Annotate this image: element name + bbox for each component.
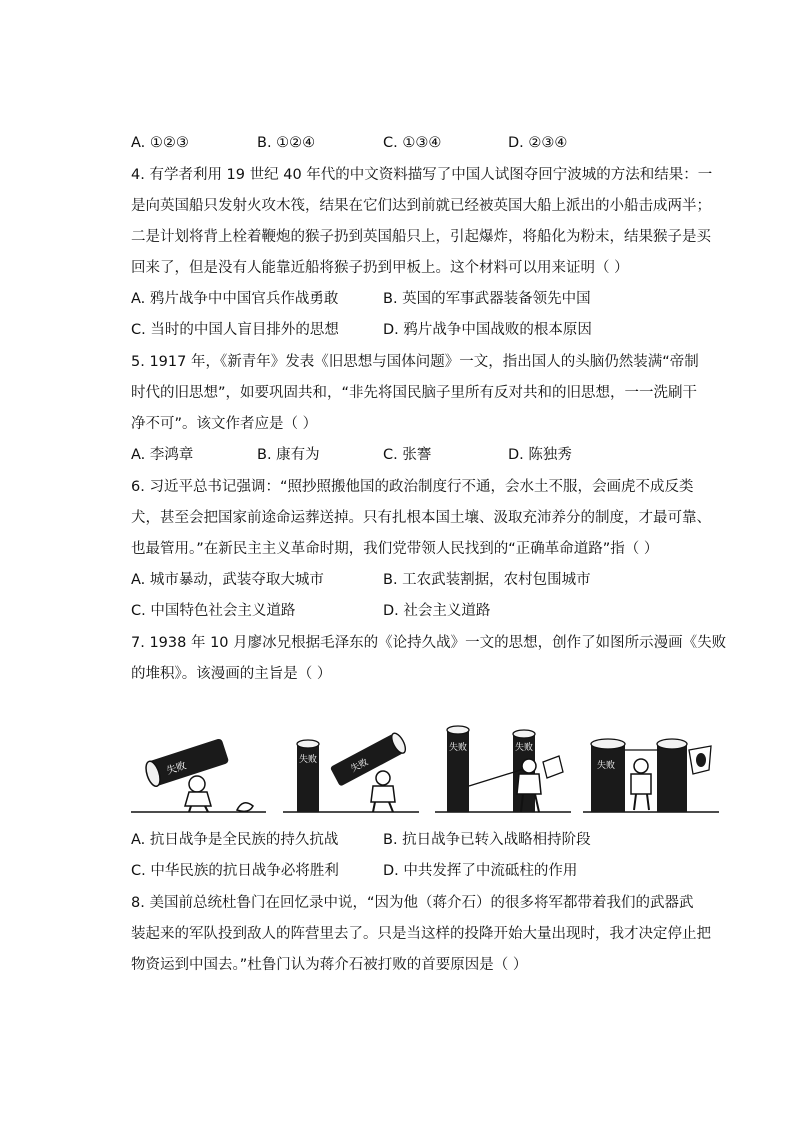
q6-stem-line-2: 犬，甚至会把国家前途命运葬送掉。只有扎根本国土壤、汲取充沛养分的制度，才最可靠、 [131, 510, 711, 526]
comic-panel-1 [131, 738, 266, 812]
comic-strip-image [131, 722, 719, 818]
q7-option-c[interactable]: C. 中华民族的抗日战争必将胜利 [131, 863, 339, 879]
q4-stem-line-2: 是向英国船只发射火攻木筏，结果在它们达到前就已经被英国大船上派出的小船击成两半； [131, 198, 711, 214]
q6-option-b[interactable]: B. 工农武装割据，农村包围城市 [383, 572, 591, 588]
q6-option-c[interactable]: C. 中国特色社会主义道路 [131, 603, 296, 619]
q4-option-a[interactable]: A. 鸦片战争中中国官兵作战勇敢 [131, 291, 339, 307]
q5-stem-line-3: 净不可”。该文作者应是（ ） [131, 416, 318, 432]
q5-option-b[interactable]: B. 康有为 [257, 447, 320, 463]
q8-stem-line-3: 物资运到中国去。”杜鲁门认为蒋介石被打败的首要原因是（ ） [131, 957, 528, 973]
q5-option-d[interactable]: D. 陈独秀 [508, 447, 572, 463]
comic-panel-2 [283, 731, 419, 812]
q4-stem-line-4: 回来了，但是没有人能靠近船将猴子扔到甲板上。这个材料可以用来证明（ ） [131, 260, 629, 276]
comic-panel-3 [435, 726, 571, 812]
q4-option-b[interactable]: B. 英国的军事武器装备领先中国 [383, 291, 591, 307]
comic-label-3: 失败 [349, 757, 371, 775]
q6-stem-line-3: 也最管用。”在新民主主义革命时期，我们党带领人民找到的“正确革命道路”指（ ） [131, 541, 659, 557]
q7-stem-line-2: 的堆积》。该漫画的主旨是（ ） [131, 666, 332, 682]
q4-stem-line-1: 4. 有学者利用 19 世纪 40 年代的中文资料描写了中国人试图夺回宁波城的方法和结果：一 [131, 167, 713, 183]
q7-stem-line-1: 7. 1938 年 10 月廖冰兄根据毛泽东的《论持久战》一文的思想，创作了如图所示漫画《失败 [131, 635, 727, 651]
q6-option-a[interactable]: A. 城市暴动，武装夺取大城市 [131, 572, 324, 588]
comic-label-5: 失败 [515, 743, 534, 753]
q4-option-c[interactable]: C. 当时的中国人盲目排外的思想 [131, 322, 339, 338]
q4-option-d[interactable]: D. 鸦片战争中国战败的根本原因 [383, 322, 592, 338]
comic-label-2: 失败 [299, 755, 318, 765]
q7-option-d[interactable]: D. 中共发挥了中流砥柱的作用 [383, 863, 578, 879]
q3-option-c[interactable]: C. ①③④ [383, 135, 442, 151]
q5-option-a[interactable]: A. 李鸿章 [131, 447, 194, 463]
q4-stem-line-3: 二是计划将背上栓着鞭炮的猴子扔到英国船只上，引起爆炸，将船化为粉末，结果猴子是买 [131, 229, 711, 245]
q7-option-a[interactable]: A. 抗日战争是全民族的持久抗战 [131, 832, 339, 848]
q5-option-c[interactable]: C. 张謇 [383, 447, 432, 463]
q6-stem-line-1: 6. 习近平总书记强调：“照抄照搬他国的政治制度行不通，会水土不服，会画虎不成反类 [131, 479, 694, 495]
q3-option-a[interactable]: A. ①②③ [131, 135, 189, 151]
comic-label-4: 失败 [449, 743, 468, 753]
comic-panel-4 [583, 739, 719, 812]
comic-label-6: 失败 [597, 761, 616, 771]
q3-option-d[interactable]: D. ②③④ [508, 135, 568, 151]
comic-label-1: 失败 [165, 760, 188, 778]
q5-stem-line-2: 时代的旧思想”，如要巩固共和，“非先将国民脑子里所有反对共和的旧思想，一一洗刷干 [131, 385, 698, 401]
q7-option-b[interactable]: B. 抗日战争已转入战略相持阶段 [383, 832, 591, 848]
q8-stem-line-2: 装起来的军队投到敌人的阵营里去了。只是当这样的投降开始大量出现时，我才决定停止把 [131, 926, 711, 942]
q3-option-b[interactable]: B. ①②④ [257, 135, 316, 151]
q6-option-d[interactable]: D. 社会主义道路 [383, 603, 491, 619]
q5-stem-line-1: 5. 1917 年，《新青年》发表《旧思想与国体问题》一文，指出国人的头脑仍然装满“帝制 [131, 354, 699, 370]
q8-stem-line-1: 8. 美国前总统杜鲁门在回忆录中说，“因为他（蒋介石）的很多将军都带着我们的武器武 [131, 895, 694, 911]
